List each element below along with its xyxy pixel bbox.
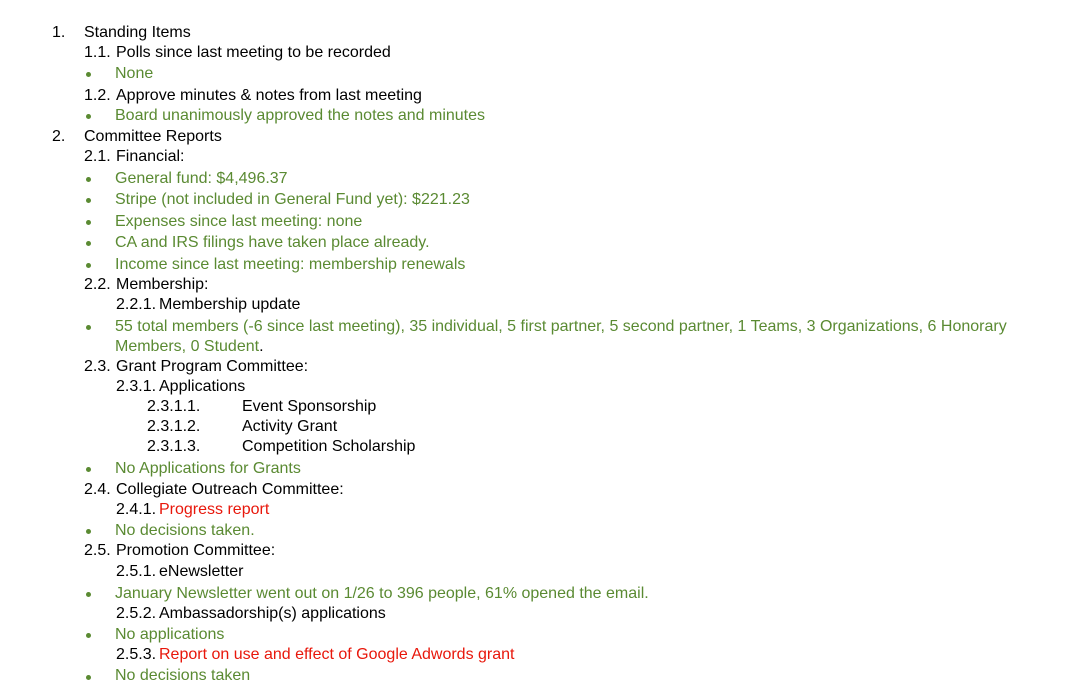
subsection-heading: Promotion Committee: xyxy=(116,542,276,559)
level4-number: 2.3.1.2. xyxy=(147,418,201,435)
bullet-text: Board unanimously approved the notes and minutes xyxy=(115,107,486,124)
subsection-heading: Approve minutes & notes from last meeting xyxy=(116,87,422,104)
subsection-heading: Polls since last meeting to be recorded xyxy=(116,44,391,61)
bullet-dot xyxy=(86,198,91,203)
bullet-text: No Applications for Grants xyxy=(115,460,301,477)
bullet-text-cut: No decisions taken xyxy=(115,667,251,684)
subsubsection-heading-highlight: Report on use and effect of Google Adwords grant xyxy=(159,646,515,663)
subsubsection-heading: Ambassadorship(s) applications xyxy=(159,605,386,622)
section-number: 1. xyxy=(52,24,66,41)
bullet-dot xyxy=(86,72,91,77)
bullet-text: No applications xyxy=(115,626,225,643)
subsubsection-heading: Membership update xyxy=(159,296,301,313)
bullet-text: No decisions taken. xyxy=(115,522,255,539)
bullet-dot xyxy=(86,220,91,225)
bullet-text: None xyxy=(115,65,154,82)
bullet-text: January Newsletter went out on 1/26 to 396 people, 61% opened the email. xyxy=(115,585,649,602)
level4-heading: Competition Scholarship xyxy=(242,438,416,455)
membership-summary-text: 55 total members (-6 since last meeting), 35 individual, 5 first partner, 5 second partner, 1 Teams, 3 Organizations, 6 Honorary Members, 0 Student xyxy=(115,318,1007,355)
subsubsection-heading: Applications xyxy=(159,378,246,395)
bullet-dot xyxy=(86,633,91,638)
section-heading: Committee Reports xyxy=(84,128,222,145)
level4-number: 2.3.1.3. xyxy=(147,438,201,455)
subsubsection-heading: eNewsletter xyxy=(159,563,244,580)
level4-heading: Event Sponsorship xyxy=(242,398,377,415)
section-heading: Standing Items xyxy=(84,24,191,41)
subsection-number: 2.5. xyxy=(84,542,111,559)
subsection-number: 2.4. xyxy=(84,481,111,498)
subsubsection-heading-highlight: Progress report xyxy=(159,501,270,518)
bullet-text: CA and IRS filings have taken place already. xyxy=(115,234,430,251)
subsection-heading: Membership: xyxy=(116,276,209,293)
bullet-dot xyxy=(86,467,91,472)
bullet-text: Stripe (not included in General Fund yet): $221.23 xyxy=(115,191,470,208)
subsection-heading: Financial: xyxy=(116,148,185,165)
subsection-number: 1.1. xyxy=(84,44,111,61)
level4-heading: Activity Grant xyxy=(242,418,338,435)
subsection-number: 2.3. xyxy=(84,358,111,375)
section-number: 2. xyxy=(52,128,66,145)
subsection-number: 2.2. xyxy=(84,276,111,293)
subsection-heading: Collegiate Outreach Committee: xyxy=(116,481,344,498)
bullet-dot xyxy=(86,263,91,268)
membership-summary-period: . xyxy=(259,338,264,355)
bullet-text-wrapped xyxy=(115,317,1045,357)
level4-number: 2.3.1.1. xyxy=(147,398,201,415)
bullet-text: Expenses since last meeting: none xyxy=(115,213,363,230)
subsection-number: 2.1. xyxy=(84,148,111,165)
bullet-dot xyxy=(86,325,91,330)
subsubsection-number: 2.2.1. xyxy=(116,296,157,313)
bullet-dot xyxy=(86,592,91,597)
bullet-dot xyxy=(86,529,91,534)
subsubsection-number: 2.5.2. xyxy=(116,605,157,622)
bullet-text: General fund: $4,496.37 xyxy=(115,170,288,187)
bullet-dot xyxy=(86,241,91,246)
bullet-dot xyxy=(86,675,91,680)
subsection-number: 1.2. xyxy=(84,87,111,104)
subsubsection-number: 2.3.1. xyxy=(116,378,157,395)
bullet-dot xyxy=(86,114,91,119)
bullet-text: Income since last meeting: membership renewals xyxy=(115,256,466,273)
subsubsection-number: 2.5.1. xyxy=(116,563,157,580)
subsubsection-number: 2.5.3. xyxy=(116,646,157,663)
subsection-heading: Grant Program Committee: xyxy=(116,358,309,375)
subsubsection-number: 2.4.1. xyxy=(116,501,157,518)
bullet-dot xyxy=(86,177,91,182)
